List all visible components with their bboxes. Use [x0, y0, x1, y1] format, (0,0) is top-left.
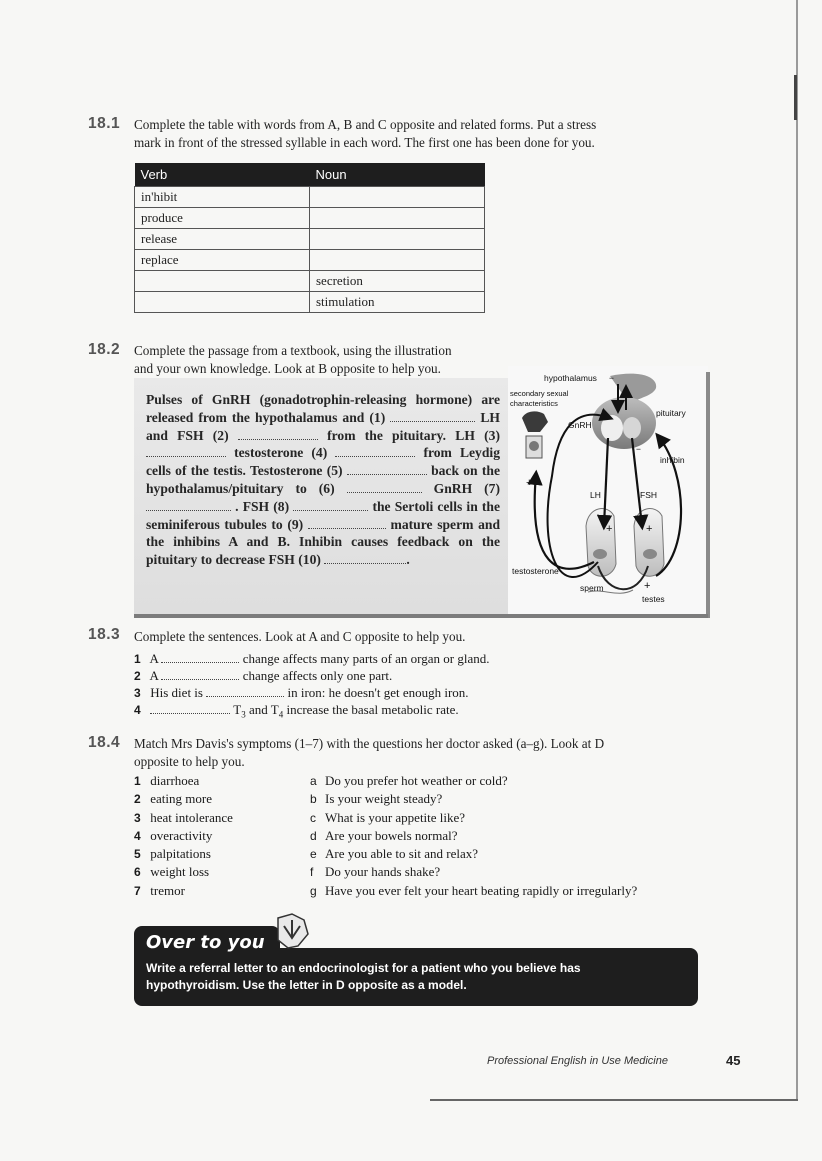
item-number: 3 [134, 810, 141, 825]
testis-left [586, 509, 616, 577]
exercise-number-18-4: 18.4 [88, 734, 121, 751]
passage-segment: mature sperm and the inhibins A and B. Inhibin causes feedback on the pituitary to decrease FSH (10) [146, 516, 501, 568]
table-row [135, 187, 485, 208]
label-hypothalamus: hypothalamus [544, 373, 597, 383]
verb-cell[interactable] [135, 292, 310, 313]
item-text: What is your appetite like? [325, 809, 466, 825]
list-item [310, 845, 637, 863]
item-letter: f [310, 865, 314, 880]
noun-cell[interactable] [310, 187, 485, 208]
table-row [135, 250, 485, 271]
noun-cell: secretion [310, 271, 485, 292]
list-item [134, 863, 233, 881]
symptom-list [134, 772, 233, 900]
item-number: 2 [134, 792, 141, 807]
over-to-you-title: Over to you [146, 932, 265, 953]
verb-cell: replace [135, 250, 310, 271]
exercise-instruction [134, 342, 514, 378]
exercise-number-18-3: 18.3 [88, 626, 121, 643]
passage-segment: testosterone (4) [234, 445, 328, 461]
item-number: 6 [134, 865, 141, 880]
item-text: Are you able to sit and relax? [325, 846, 479, 862]
sentence-number: 2 [134, 669, 141, 683]
label-minus: − [609, 373, 614, 383]
label-testosterone: testosterone [512, 566, 559, 576]
answer-blank-4[interactable] [335, 446, 415, 457]
passage-segment: . FSH (8) [235, 498, 290, 514]
hormone-diagram-svg [508, 366, 710, 618]
item-number: 4 [134, 828, 141, 843]
label-inhibin: inhibin [660, 455, 685, 465]
subscript: 3 [241, 709, 246, 720]
answer-blank[interactable] [206, 686, 284, 697]
sentence-text: and T [245, 702, 279, 717]
passage-segment: Pulses of GnRH (gonadotrophin-releasing hormone) are released from the hypothalamus and (1) [146, 392, 500, 425]
item-text: Is your weight steady? [325, 791, 443, 807]
page-number: 45 [726, 1053, 741, 1068]
label-plus: + [526, 477, 533, 489]
item-text: Do you prefer hot weather or cold? [325, 773, 508, 788]
label-pituitary: pituitary [656, 408, 686, 418]
list-item [310, 827, 637, 845]
sentence-number: 1 [134, 652, 141, 666]
list-item [310, 882, 637, 900]
instruction-line: opposite to help you. [134, 754, 245, 769]
item-text: palpitations [150, 846, 211, 862]
pointing-hand-icon [270, 912, 312, 952]
over-to-you-line: Write a referral letter to an endocrinologist for a patient who you believe has [146, 961, 581, 975]
over-to-you-line: hypothyroidism. Use the letter in D opposite as a model. [146, 978, 467, 992]
answer-blank-8[interactable] [293, 500, 368, 511]
item-letter: d [310, 828, 317, 843]
sentence-3 [134, 684, 469, 702]
table-header-noun: Noun [310, 163, 485, 187]
sentence-number: 3 [134, 686, 141, 700]
passage-segment: from Leydig cells of the testis. [146, 445, 500, 479]
label-plus: + [646, 523, 653, 535]
label-secondary-1: secondary sexual [510, 389, 569, 398]
instruction-line: and your own knowledge. Look at B opposite to help you. [134, 361, 441, 376]
instruction-line: Match Mrs Davis's symptoms (1–7) with the questions her doctor asked (a–g). Look at D [134, 736, 605, 751]
over-to-you-box [134, 926, 698, 1006]
page-right-edge [796, 0, 798, 1100]
answer-blank[interactable] [161, 652, 239, 663]
sentence-text: change affects many parts of an organ or gland. [242, 651, 490, 666]
sentence-text: His diet is [150, 685, 203, 700]
sentence-text: A [149, 668, 159, 683]
exercise-number-18-2: 18.2 [88, 341, 121, 358]
passage-segment: . [406, 552, 410, 568]
sentence-text: in iron: he doesn't get enough iron. [287, 685, 469, 700]
item-letter: a [310, 774, 317, 788]
passage-segment: LH and FSH (2) [146, 409, 500, 443]
label-minus: − [636, 444, 641, 454]
table-row [135, 208, 485, 229]
list-item [134, 827, 233, 845]
noun-cell[interactable] [310, 250, 485, 271]
table-row [135, 229, 485, 250]
noun-cell: stimulation [310, 292, 485, 313]
label-lh: LH [590, 490, 601, 500]
sentence-number: 4 [134, 703, 141, 717]
passage-segment: back on the hypothalamus/pituitary to (6) [146, 463, 500, 496]
exercise-instruction [134, 735, 694, 771]
sentence-4 [134, 701, 459, 724]
subscript: 4 [278, 709, 284, 720]
table-row [135, 292, 485, 313]
book-title: Professional English in Use Medicine [487, 1055, 668, 1067]
label-plus: + [606, 523, 613, 535]
sentence-text: change affects only one part. [242, 668, 393, 683]
face-icon-head [529, 441, 539, 451]
item-number: 1 [134, 774, 141, 788]
passage-box-shadow [134, 614, 708, 618]
answer-blank-7[interactable] [146, 500, 231, 511]
testis-right [634, 509, 664, 577]
item-letter: g [310, 883, 317, 898]
answer-blank-9[interactable] [308, 518, 386, 529]
instruction-line: Complete the table with words from A, B and C opposite and related forms. Put a stress [134, 117, 597, 132]
item-text: heat intolerance [150, 809, 233, 825]
page-bottom-edge [430, 1099, 798, 1101]
sentence-text: T [233, 702, 242, 717]
label-plus: + [644, 580, 651, 592]
answer-blank-10[interactable] [324, 553, 406, 564]
over-to-you-text [146, 960, 686, 994]
answer-blank[interactable] [161, 669, 239, 680]
answer-blank[interactable] [150, 703, 230, 714]
sentence-text: increase the basal metabolic rate. [283, 702, 459, 717]
hormone-diagram [508, 366, 710, 618]
item-text: eating more [150, 791, 212, 807]
item-text: diarrhoea [150, 773, 200, 788]
verb-cell: produce [135, 208, 310, 229]
instruction-line: Complete the passage from a textbook, using the illustration [134, 343, 452, 358]
answer-blank-3[interactable] [146, 446, 226, 457]
page-edge-mark [794, 75, 797, 120]
table-row [135, 271, 485, 292]
exercise-instruction [134, 116, 694, 152]
list-item [134, 809, 233, 827]
answer-blank-2[interactable] [238, 429, 318, 440]
label-sperm: sperm [580, 583, 604, 593]
item-number: 5 [134, 847, 141, 862]
list-item [310, 772, 637, 790]
label-gnrh: GnRH [568, 420, 592, 430]
noun-cell[interactable] [310, 229, 485, 250]
table-header-verb: Verb [135, 163, 310, 187]
diagram-shadow [706, 372, 710, 618]
verb-cell[interactable] [135, 271, 310, 292]
answer-blank-1[interactable] [390, 411, 475, 422]
verb-cell: in'hibit [135, 187, 310, 208]
passage-segment: from the pituitary. LH (3) [327, 427, 500, 443]
passage-segment: GnRH (7) [433, 480, 501, 496]
list-item [310, 790, 637, 808]
pituitary-posterior [623, 417, 641, 439]
list-item [134, 845, 233, 863]
label-secondary-2: characteristics [510, 399, 558, 408]
item-text: Do your hands shake? [325, 864, 441, 880]
verb-cell: release [135, 229, 310, 250]
pituitary-anterior [601, 415, 623, 441]
question-list [310, 772, 637, 900]
item-text: weight loss [150, 864, 210, 880]
passage-text [146, 391, 500, 569]
list-item [310, 863, 637, 881]
passage-segment: the Sertoli cells in the seminiferous tubules to (9) [146, 498, 501, 532]
label-testes: testes [642, 594, 665, 604]
answer-blank-5[interactable] [347, 464, 427, 475]
passage-box [134, 378, 510, 614]
list-item [134, 772, 233, 790]
item-letter: b [310, 792, 317, 807]
label-fsh: FSH [640, 490, 657, 500]
item-text: Have you ever felt your heart beating rapidly or irregularly? [325, 882, 638, 898]
sentence-1 [134, 650, 490, 668]
item-text: tremor [150, 882, 185, 898]
exercise-instruction: Complete the sentences. Look at A and C opposite to help you. [134, 629, 466, 644]
answer-blank-6[interactable] [347, 482, 422, 493]
item-letter: e [310, 847, 317, 862]
verb-noun-table [134, 163, 485, 313]
item-text: Are your bowels normal? [325, 827, 458, 843]
item-number: 7 [134, 883, 141, 898]
exercise-number-18-1: 18.1 [88, 115, 121, 132]
leydig-cells [593, 549, 607, 559]
item-text: overactivity [150, 827, 213, 843]
sentence-text: A [149, 651, 159, 666]
list-item [134, 882, 233, 900]
noun-cell[interactable] [310, 208, 485, 229]
item-letter: c [310, 810, 316, 825]
list-item [134, 790, 233, 808]
sertoli-cells [643, 549, 657, 559]
list-item [310, 809, 637, 827]
instruction-line: mark in front of the stressed syllable in each word. The first one has been done for you. [134, 135, 595, 150]
passage-segment: Testosterone (5) [249, 463, 343, 479]
sentence-2 [134, 667, 392, 685]
